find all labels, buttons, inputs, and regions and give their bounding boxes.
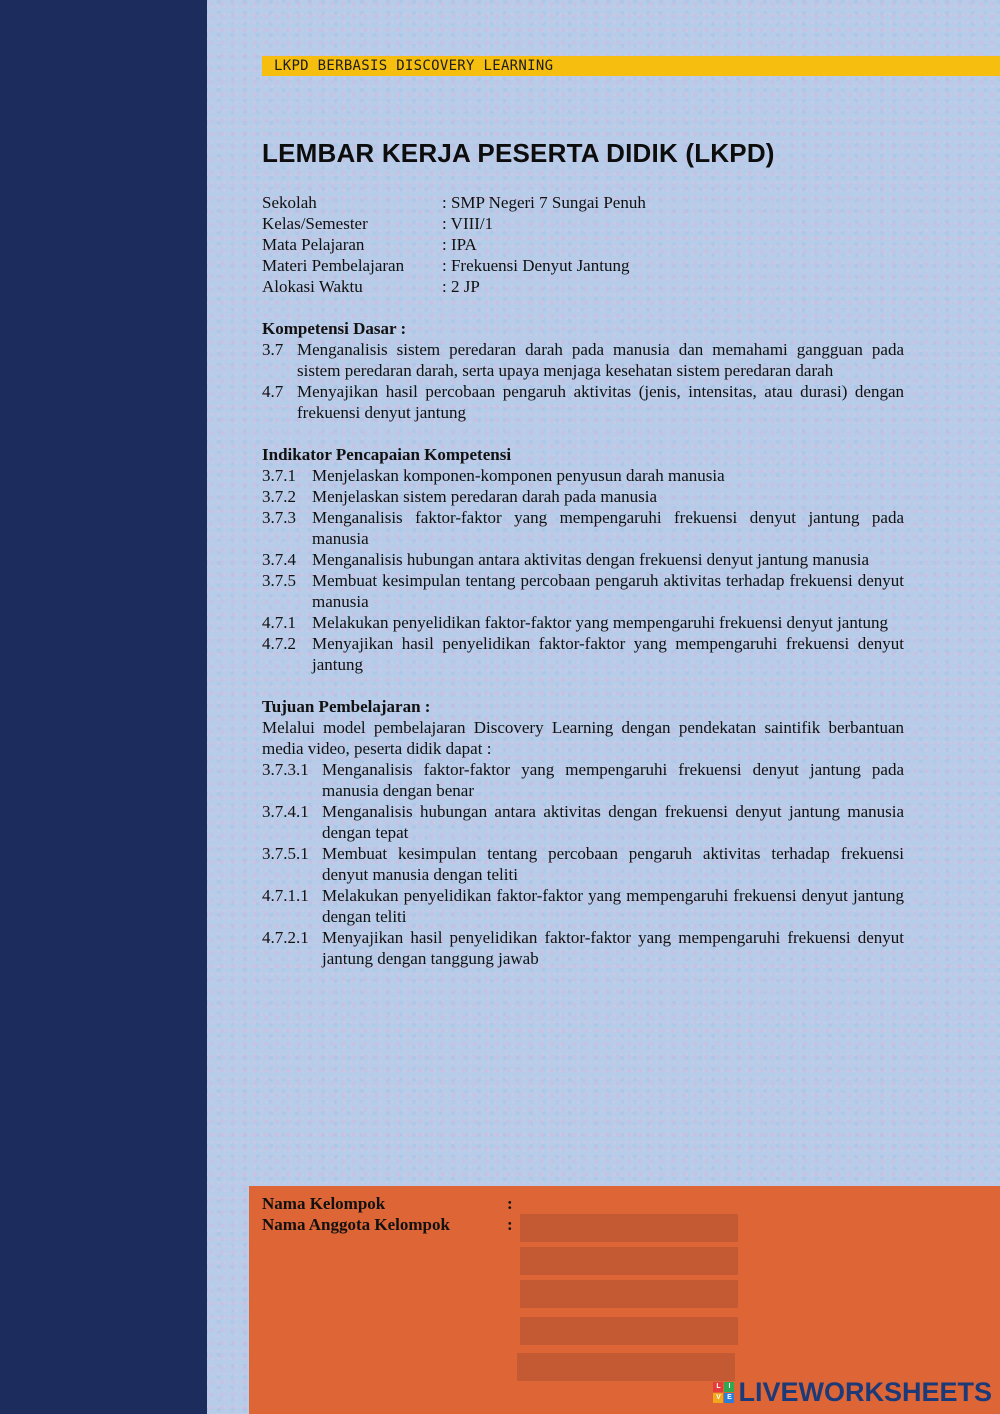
- info-row: Mata Pelajaran : IPA: [262, 235, 477, 254]
- header-banner: LKPD BERBASIS DISCOVERY LEARNING: [262, 56, 1000, 76]
- info-row: Alokasi Waktu : 2 JP: [262, 277, 480, 296]
- list-item: 4.7.1 Melakukan penyelidikan faktor-faktor yang mempengaruhi frekuensi denyut jantung: [262, 613, 889, 632]
- section-heading: Kompetensi Dasar :: [262, 319, 407, 338]
- list-item: 3.7.3 Menganalisis faktor-faktor yang mempengaruhi frekuensi denyut jantung pada manusia: [262, 508, 904, 548]
- list-item: 3.7.3.1 Menganalisis faktor-faktor yang mempengaruhi frekuensi denyut jantung pada manusia dengan benar: [262, 760, 904, 800]
- tujuan-section: [262, 696, 904, 969]
- left-sidebar-band: [0, 0, 207, 1414]
- list-item: 3.7 Menganalisis sistem peredaran darah pada manusia dan memahami gangguan pada sistem peredaran darah, serta upaya menjaga kesehatan sistem peredaran darah: [262, 340, 904, 380]
- liveworksheets-brand: L I V E LIVEWORKSHEETS: [713, 1377, 992, 1408]
- list-item: 3.7.1 Menjelaskan komponen-komponen penyusun darah manusia: [262, 466, 725, 485]
- list-item: 4.7.1.1 Melakukan penyelidikan faktor-faktor yang mempengaruhi frekuensi denyut jantung dengan teliti: [262, 886, 904, 926]
- list-item: 3.7.2 Menjelaskan sistem peredaran darah pada manusia: [262, 487, 658, 506]
- list-item: 4.7.2.1 Menyajikan hasil penyelidikan faktor-faktor yang mempengaruhi frekuensi denyut jantung dengan tanggung jawab: [262, 928, 904, 968]
- section-heading: Indikator Pencapaian Kompetensi: [262, 445, 512, 464]
- group-name-row: Nama Kelompok :: [262, 1194, 513, 1213]
- member-input-box[interactable]: [520, 1247, 738, 1275]
- info-row: Kelas/Semester : VIII/1: [262, 214, 494, 233]
- info-row: Materi Pembelajaran : Frekuensi Denyut Jantung: [262, 256, 630, 275]
- member-input-box[interactable]: [520, 1280, 738, 1308]
- list-item: 4.7.2 Menyajikan hasil penyelidikan faktor-faktor yang mempengaruhi frekuensi denyut jantung: [262, 634, 904, 674]
- group-info-panel: [249, 1186, 1000, 1414]
- member-input-box[interactable]: [517, 1353, 735, 1381]
- list-item: 3.7.4 Menganalisis hubungan antara aktivitas dengan frekuensi denyut jantung manusia: [262, 550, 870, 569]
- member-input-box[interactable]: [520, 1317, 738, 1345]
- indikator-section: [262, 444, 904, 675]
- list-item: 3.7.5 Membuat kesimpulan tentang percobaan pengaruh aktivitas terhadap frekuensi denyut manusia: [262, 571, 904, 611]
- list-item: 4.7 Menyajikan hasil percobaan pengaruh aktivitas (jenis, intensitas, atau durasi) dengan frekuensi denyut jantung: [262, 382, 904, 422]
- group-members-row: Nama Anggota Kelompok :: [262, 1215, 513, 1234]
- info-row: Sekolah : SMP Negeri 7 Sungai Penuh: [262, 193, 646, 212]
- kompetensi-dasar-section: [262, 318, 904, 423]
- info-table: [262, 192, 904, 297]
- list-item: 3.7.5.1 Membuat kesimpulan tentang percobaan pengaruh aktivitas terhadap frekuensi denyut manusia dengan teliti: [262, 844, 904, 884]
- tujuan-intro: Melalui model pembelajaran Discovery Learning dengan pendekatan saintifik berbantuan media video, peserta didik dapat :: [262, 718, 904, 758]
- page-title: LEMBAR KERJA PESERTA DIDIK (LKPD): [262, 138, 775, 168]
- member-input-box[interactable]: [520, 1214, 738, 1242]
- document-body: [262, 192, 904, 969]
- section-heading: Tujuan Pembelajaran :: [262, 697, 431, 716]
- list-item: 3.7.4.1 Menganalisis hubungan antara aktivitas dengan frekuensi denyut jantung manusia dengan tepat: [262, 802, 904, 842]
- liveworksheets-logo-icon: L I V E: [713, 1382, 734, 1403]
